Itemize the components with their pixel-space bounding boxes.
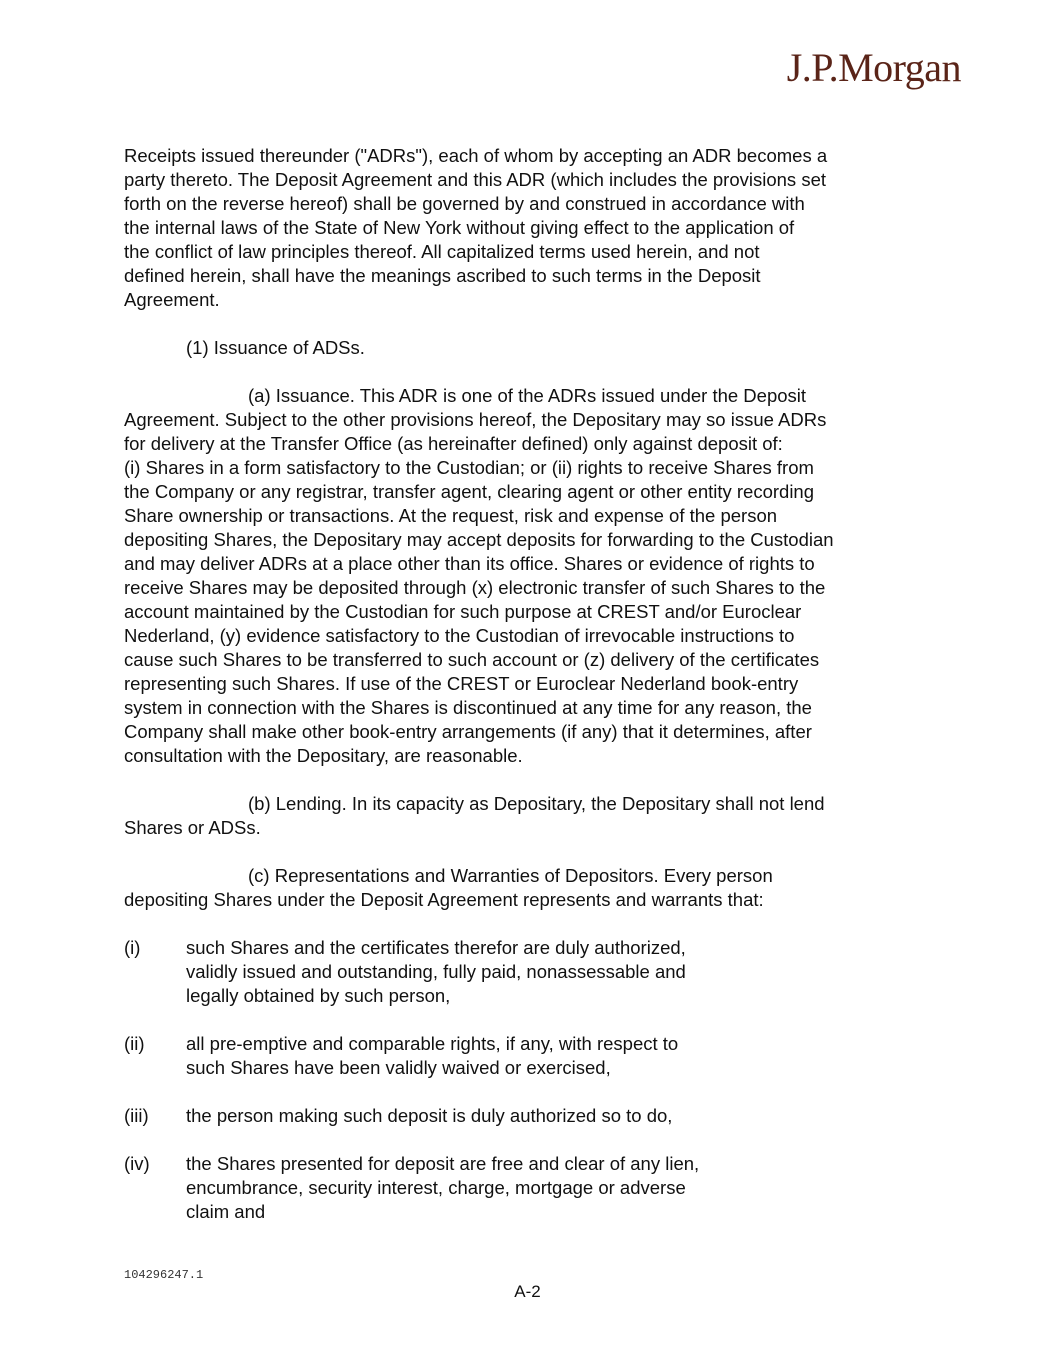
intro-line: defined herein, shall have the meanings ascribed to such terms in the Deposit <box>124 265 761 286</box>
list-item-number: (iv) <box>124 1153 150 1174</box>
para-b-line: Shares or ADSs. <box>124 817 261 838</box>
list-item-number: (iii) <box>124 1105 149 1126</box>
para-a-line: (a) Issuance. This ADR is one of the ADRs issued under the Deposit <box>248 385 807 406</box>
para-a-line: system in connection with the Shares is discontinued at any time for any reason, the <box>124 697 812 718</box>
list-item <box>0 1104 1055 1128</box>
list-item-line: such Shares have been validly waived or exercised, <box>186 1057 611 1078</box>
para-a-line: (i) Shares in a form satisfactory to the Custodian; or (ii) rights to receive Shares from <box>124 457 814 478</box>
paragraph-a <box>124 384 939 768</box>
para-a-line: account maintained by the Custodian for such purpose at CREST and/or Euroclear <box>124 601 802 622</box>
section-heading: (1) Issuance of ADSs. <box>186 337 365 358</box>
intro-line: Receipts issued thereunder ("ADRs"), each of whom by accepting an ADR becomes a <box>124 145 828 166</box>
list-item-line: encumbrance, security interest, charge, mortgage or adverse <box>186 1177 686 1198</box>
list-item-line: such Shares and the certificates therefor are duly authorized, <box>186 937 686 958</box>
intro-paragraph <box>124 144 939 312</box>
intro-line: the conflict of law principles thereof. All capitalized terms used herein, and not <box>124 241 760 262</box>
para-b-line: (b) Lending. In its capacity as Depositary, the Depositary shall not lend <box>248 793 825 814</box>
list-item-number: (ii) <box>124 1033 145 1054</box>
list-item-line: all pre-emptive and comparable rights, if any, with respect to <box>186 1033 679 1054</box>
document-id: 104296247.1 <box>124 1268 204 1282</box>
para-a-line: for delivery at the Transfer Office (as hereinafter defined) only against deposit of: <box>124 433 783 454</box>
para-a-line: receive Shares may be deposited through (x) electronic transfer of such Shares to the <box>124 577 826 598</box>
para-a-line: depositing Shares, the Depositary may accept deposits for forwarding to the Custodian <box>124 529 834 550</box>
list-item-line: validly issued and outstanding, fully paid, nonassessable and <box>186 961 686 982</box>
para-a-line: Share ownership or transactions. At the request, risk and expense of the person <box>124 505 778 526</box>
para-c-line: (c) Representations and Warranties of Depositors. Every person <box>248 865 773 886</box>
list-item-line: claim and <box>186 1201 266 1222</box>
intro-line: forth on the reverse hereof) shall be governed by and construed in accordance with <box>124 193 805 214</box>
para-a-line: Agreement. Subject to the other provisions hereof, the Depositary may so issue ADRs <box>124 409 827 430</box>
para-a-line: Nederland, (y) evidence satisfactory to the Custodian of irrevocable instructions to <box>124 625 795 646</box>
para-a-line: Company shall make other book-entry arrangements (if any) that it determines, after <box>124 721 812 742</box>
list-item-line: the person making such deposit is duly authorized so to do, <box>186 1105 673 1126</box>
para-a-line: consultation with the Depositary, are reasonable. <box>124 745 523 766</box>
intro-line: Agreement. <box>124 289 220 310</box>
list-item-number: (i) <box>124 937 141 958</box>
page-number: A-2 <box>514 1282 541 1301</box>
para-a-line: the Company or any registrar, transfer agent, clearing agent or other entity recording <box>124 481 815 502</box>
intro-line: party thereto. The Deposit Agreement and this ADR (which includes the provisions set <box>124 169 826 190</box>
list-item <box>0 1032 1055 1080</box>
paragraph-b <box>124 792 939 840</box>
paragraph-c <box>124 864 939 912</box>
list-item-line: the Shares presented for deposit are free and clear of any lien, <box>186 1153 700 1174</box>
para-a-line: cause such Shares to be transferred to such account or (z) delivery of the certificates <box>124 649 820 670</box>
list-item <box>0 936 1055 1008</box>
list-item <box>0 1152 1055 1224</box>
para-a-line: representing such Shares. If use of the CREST or Euroclear Nederland book-entry <box>124 673 799 694</box>
para-c-line: depositing Shares under the Deposit Agreement represents and warrants that: <box>124 889 764 910</box>
para-a-line: and may deliver ADRs at a place other than its office. Shares or evidence of rights to <box>124 553 815 574</box>
intro-line: the internal laws of the State of New York without giving effect to the application of <box>124 217 795 238</box>
list-item-line: legally obtained by such person, <box>186 985 451 1006</box>
warranty-list <box>0 936 1055 1224</box>
section-heading-block <box>124 336 939 360</box>
jpmorgan-logo: J.P.Morgan <box>786 45 961 90</box>
